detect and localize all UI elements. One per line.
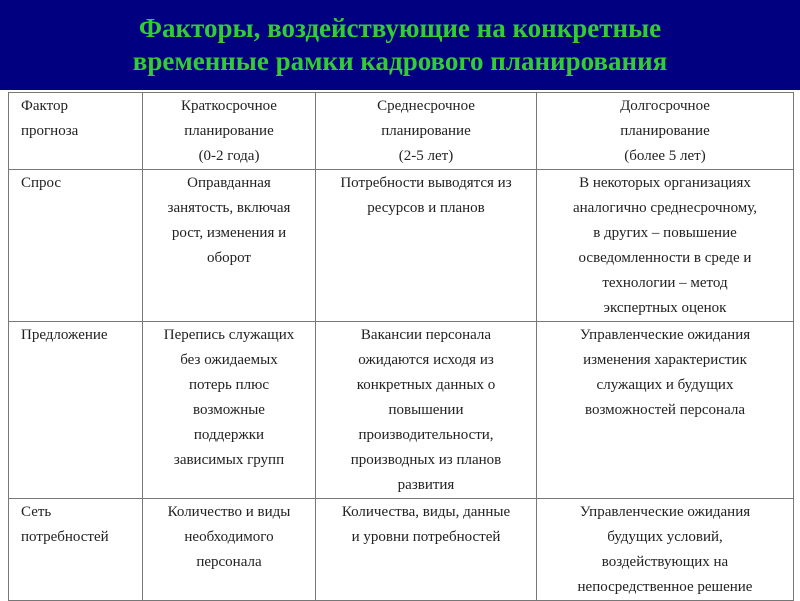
factors-table — [8, 92, 794, 601]
table-cell: Перепись служащих без ожидаемых потерь плюс возможные поддержки зависимых групп — [143, 322, 316, 499]
table-header-row — [9, 93, 794, 170]
header-cell-long-term: Долгосрочное планирование (более 5 лет) — [537, 93, 794, 170]
table-cell: В некоторых организациях аналогично среднесрочному, в других – повышение осведомленности в среде и технологии – метод экспертных оценок — [537, 170, 794, 322]
table-cell: Оправданная занятость, включая рост, изменения и оборот — [143, 170, 316, 322]
header-cell-medium-term: Среднесрочное планирование (2-5 лет) — [316, 93, 537, 170]
table-row-needs-network — [9, 499, 794, 601]
row-label-cell: Предложение — [9, 322, 143, 499]
table-area — [0, 90, 800, 600]
header-cell-short-term: Краткосрочное планирование (0-2 года) — [143, 93, 316, 170]
slide-title-line-2: временные рамки кадрового планирования — [132, 46, 668, 76]
table-cell: Количества, виды, данные и уровни потребностей — [316, 499, 537, 601]
table-row-supply — [9, 322, 794, 499]
slide-title — [133, 12, 668, 78]
header-cell-factor: Фактор прогноза — [9, 93, 143, 170]
row-label-cell: Сеть потребностей — [9, 499, 143, 601]
title-banner — [0, 0, 800, 90]
table-cell: Управленческие ожидания изменения характеристик служащих и будущих возможностей персонала — [537, 322, 794, 499]
table-cell: Управленческие ожидания будущих условий, воздействующих на непосредственное решение — [537, 499, 794, 601]
table-cell: Потребности выводятся из ресурсов и планов — [316, 170, 537, 322]
row-label-cell: Спрос — [9, 170, 143, 322]
table-cell: Количество и виды необходимого персонала — [143, 499, 316, 601]
slide-title-line-1: Факторы, воздействующие на конкретные — [138, 13, 662, 43]
table-cell: Вакансии персонала ожидаются исходя из конкретных данных о повышении производительности, производных из планов развития — [316, 322, 537, 499]
table-row-demand — [9, 170, 794, 322]
